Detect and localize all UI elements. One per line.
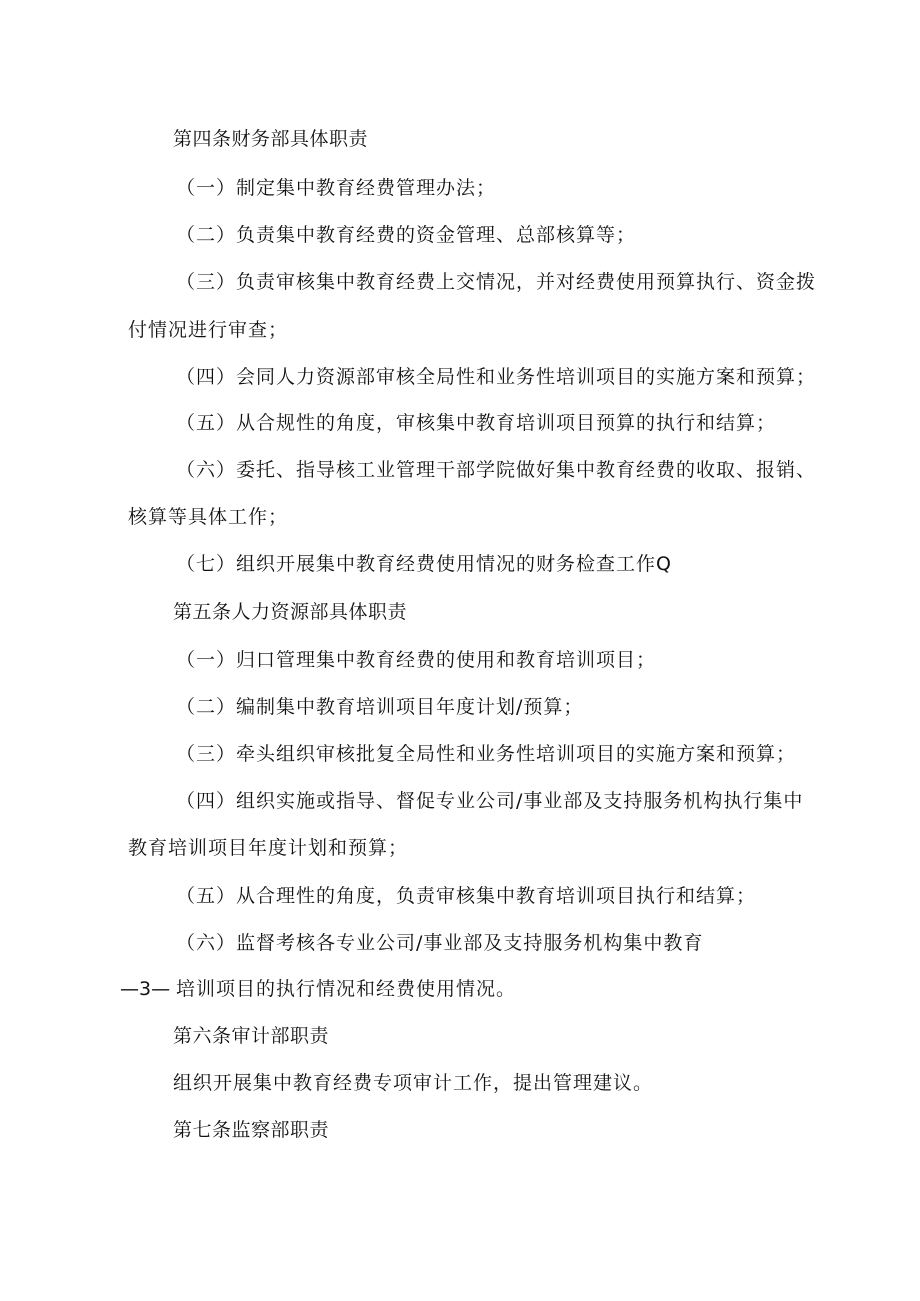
article-5-item-6-line-2: 培训项目的执行情况和经费使用情况。 <box>176 978 517 1000</box>
article-4-item-7: （七）组织开展集中教育经费使用情况的财务检查工作Q <box>176 553 672 575</box>
article-4-item-3-line-2: 付情况进行审查； <box>128 319 289 341</box>
article-4-item-4: （四）会同人力资源部审核全局性和业务性培训项目的实施方案和预算； <box>176 366 817 388</box>
article-4-item-1: （一）制定集中教育经费管理办法； <box>176 177 497 199</box>
article-5-item-6-line-1: （六）监督考核各专业公司/事业部及支持服务机构集中教育 <box>176 932 704 954</box>
article-4-item-2: （二）负责集中教育经费的资金管理、总部核算等； <box>176 224 637 246</box>
article-4-item-6-line-1: （六）委托、指导核工业管理干部学院做好集中教育经费的收取、报销、 <box>176 459 817 481</box>
article-4-item-3-line-1: （三）负责审核集中教育经费上交情况，并对经费使用预算执行、资金拨 <box>176 271 817 293</box>
article-5-item-4-line-2: 教育培训项目年度计划和预算； <box>128 837 409 859</box>
article-4-item-5: （五）从合规性的角度，审核集中教育培训项目预算的执行和结算； <box>176 412 777 434</box>
article-6-body: 组织开展集中教育经费专项审计工作，提出管理建议。 <box>173 1072 654 1094</box>
article-5-item-4-line-1: （四）组织实施或指导、督促专业公司/事业部及支持服务机构执行集中 <box>176 790 804 812</box>
article-7-title: 第七条监察部职责 <box>173 1119 330 1141</box>
page-number-marker: —3— <box>120 978 171 1000</box>
article-5-item-2: （二）编制集中教育培训项目年度计划/预算； <box>176 696 584 718</box>
article-4-title: 第四条财务部具体职责 <box>173 128 369 150</box>
article-5-title: 第五条人力资源部具体职责 <box>173 601 408 623</box>
article-5-item-5: （五）从合理性的角度，负责审核集中教育培训项目执行和结算； <box>176 885 757 907</box>
article-6-title: 第六条审计部职责 <box>173 1025 330 1047</box>
article-4-item-6-line-2: 核算等具体工作； <box>128 506 289 528</box>
article-5-item-3: （三）牵头组织审核批复全局性和业务性培训项目的实施方案和预算； <box>176 743 797 765</box>
article-5-item-1: （一）归口管理集中教育经费的使用和教育培训项目； <box>176 649 657 671</box>
